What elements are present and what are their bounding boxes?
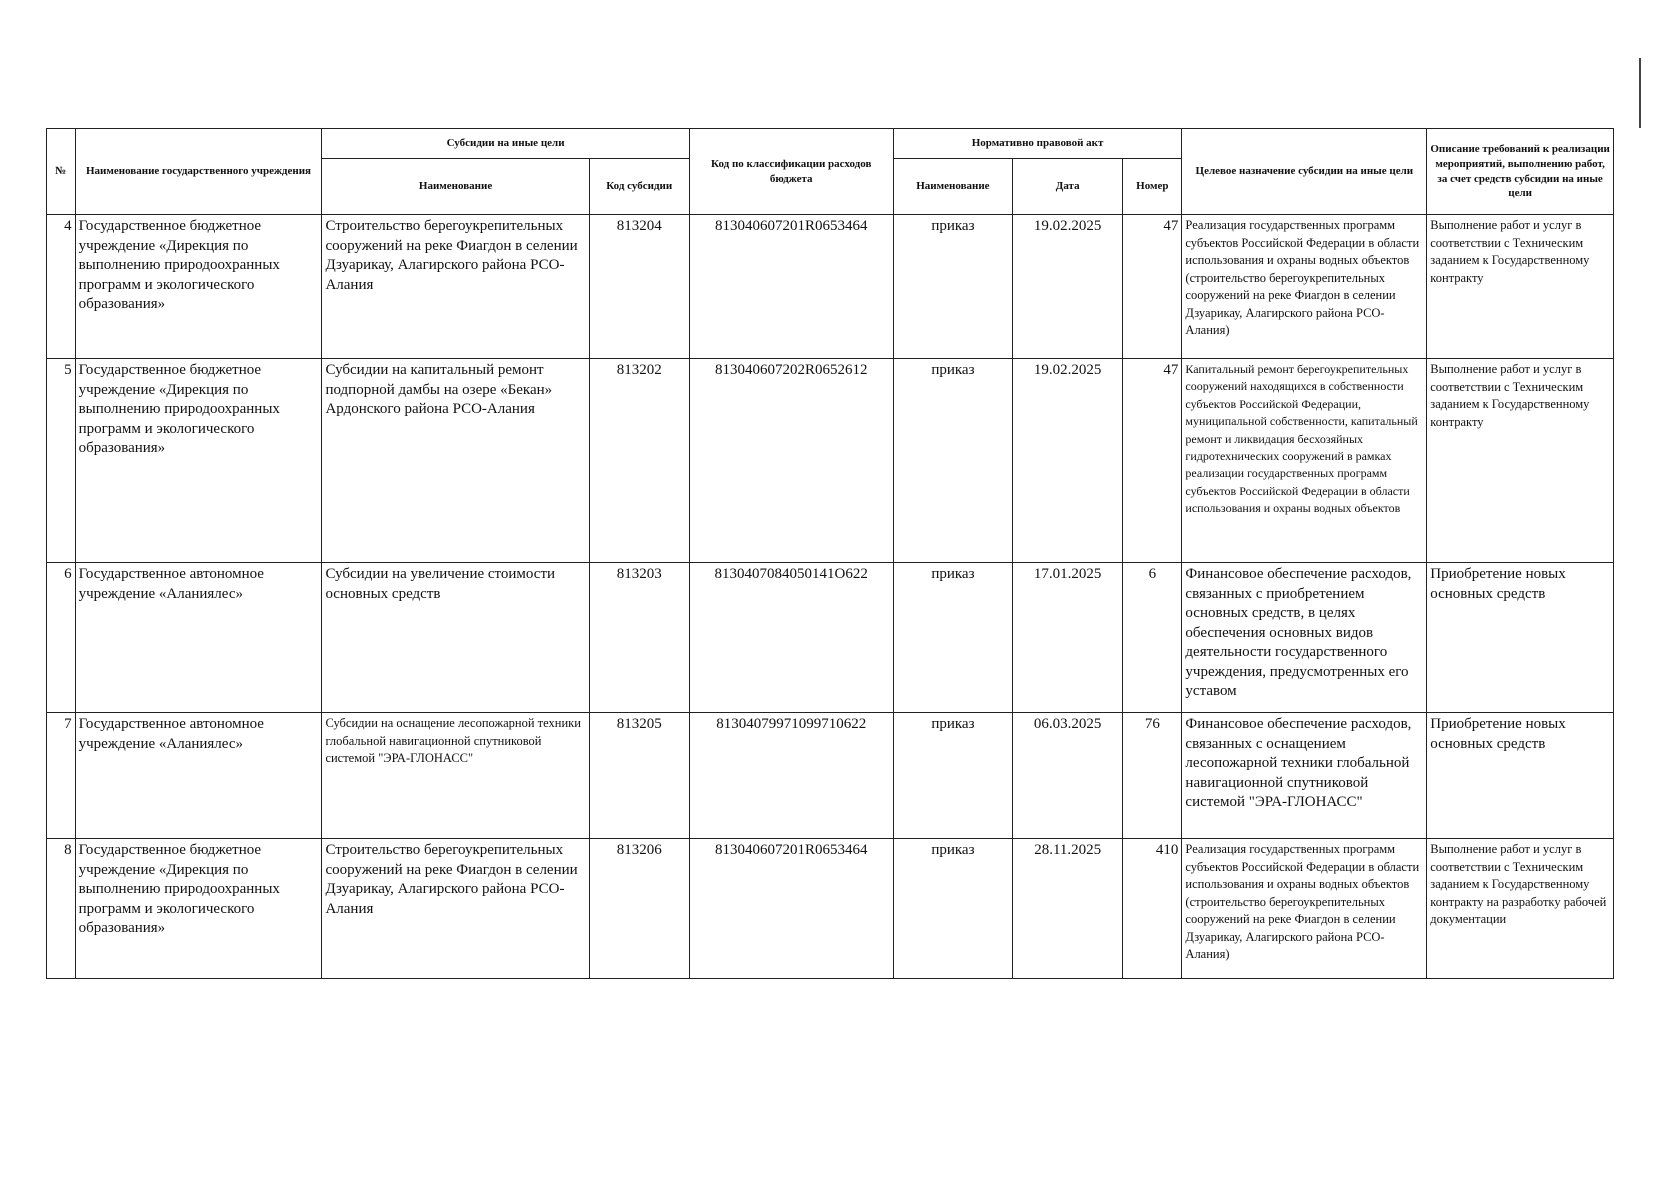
row-act-date: 17.01.2025 <box>1013 563 1123 713</box>
row-budget-code: 813040607202R0652612 <box>689 359 893 563</box>
row-act-name: приказ <box>893 839 1012 979</box>
row-purpose: Финансовое обеспечение расходов, связанных с оснащением лесопожарной техники глобальной навигационной спутниковой системой "ЭРА-ГЛОНАСС" <box>1182 713 1427 839</box>
row-subsidy-name: Строительство берегоукрепительных сооружений на реке Фиагдон в селении Дзуарикау, Алагирского района РСО-Алания <box>322 839 589 979</box>
row-act-date: 19.02.2025 <box>1013 359 1123 563</box>
row-num: 5 <box>47 359 76 563</box>
header-num: № <box>47 129 76 215</box>
row-act-number: 6 <box>1123 563 1182 713</box>
header-act-name: Наименование <box>893 159 1012 215</box>
row-act-number: 410 <box>1123 839 1182 979</box>
row-purpose: Реализация государственных программ субъектов Российской Федерации в области использования и охраны водных объектов (строительство берегоукрепительных сооружений на реке Фиагдон в селении Дзуарикау, Алагирского района РСО-Алания) <box>1182 215 1427 359</box>
row-act-number: 47 <box>1123 359 1182 563</box>
row-budget-code: 813040607201R0653464 <box>689 215 893 359</box>
table-row <box>47 839 1614 979</box>
header-act-number: Номер <box>1123 159 1182 215</box>
row-num: 6 <box>47 563 76 713</box>
row-num: 8 <box>47 839 76 979</box>
row-act-date: 06.03.2025 <box>1013 713 1123 839</box>
row-requirements: Приобретение новых основных средств <box>1427 713 1614 839</box>
row-purpose: Капитальный ремонт берегоукрепительных сооружений находящихся в собственности субъектов Российской Федерации, муниципальной собственности, капитальный ремонт и ликвидация бесхозяйных гидротехнических сооружений в рамках реализации государственных программ субъектов Российской Федерации в области использования и охраны водных объектов <box>1182 359 1427 563</box>
subsidy-table <box>46 128 1614 979</box>
row-act-date: 28.11.2025 <box>1013 839 1123 979</box>
row-subsidy-code: 813202 <box>589 359 689 563</box>
table-row <box>47 713 1614 839</box>
row-subsidy-code: 813203 <box>589 563 689 713</box>
row-institution: Государственное автономное учреждение «Аланиялес» <box>75 563 322 713</box>
row-requirements: Выполнение работ и услуг в соответствии с Техническим заданием к Государственному контракту <box>1427 215 1614 359</box>
row-institution: Государственное бюджетное учреждение «Дирекция по выполнению природоохранных программ и экологического образования» <box>75 839 322 979</box>
row-requirements: Выполнение работ и услуг в соответствии с Техническим заданием к Государственному контракту на разработку рабочей документации <box>1427 839 1614 979</box>
row-num: 7 <box>47 713 76 839</box>
row-act-name: приказ <box>893 713 1012 839</box>
row-purpose: Реализация государственных программ субъектов Российской Федерации в области использования и охраны водных объектов (строительство берегоукрепительных сооружений на реке Фиагдон в селении Дзуарикау, Алагирского района РСО-Алания) <box>1182 839 1427 979</box>
row-requirements: Приобретение новых основных средств <box>1427 563 1614 713</box>
row-institution: Государственное автономное учреждение «Аланиялес» <box>75 713 322 839</box>
row-institution: Государственное бюджетное учреждение «Дирекция по выполнению природоохранных программ и экологического образования» <box>75 359 322 563</box>
row-budget-code: 813040607201R0653464 <box>689 839 893 979</box>
row-act-number: 47 <box>1123 215 1182 359</box>
row-num: 4 <box>47 215 76 359</box>
table-row <box>47 215 1614 359</box>
header-purpose: Целевое назначение субсидии на иные цели <box>1182 129 1427 215</box>
header-act-group: Нормативно правовой акт <box>893 129 1182 159</box>
row-act-name: приказ <box>893 359 1012 563</box>
row-subsidy-code: 813204 <box>589 215 689 359</box>
row-budget-code: 81304079971099710622 <box>689 713 893 839</box>
row-subsidy-name: Субсидии на оснащение лесопожарной техники глобальной навигационной спутниковой системой "ЭРА-ГЛОНАСС" <box>322 713 589 839</box>
row-purpose: Финансовое обеспечение расходов, связанных с приобретением основных средств, в целях обеспечения основных видов деятельности государственного учреждения, предусмотренных его уставом <box>1182 563 1427 713</box>
row-subsidy-name: Строительство берегоукрепительных сооружений на реке Фиагдон в селении Дзуарикау, Алагирского района РСО-Алания <box>322 215 589 359</box>
row-institution: Государственное бюджетное учреждение «Дирекция по выполнению природоохранных программ и экологического образования» <box>75 215 322 359</box>
header-row-1 <box>47 129 1614 159</box>
row-act-date: 19.02.2025 <box>1013 215 1123 359</box>
row-act-name: приказ <box>893 215 1012 359</box>
row-act-name: приказ <box>893 563 1012 713</box>
row-subsidy-code: 813205 <box>589 713 689 839</box>
row-requirements: Выполнение работ и услуг в соответствии с Техническим заданием к Государственному контракту <box>1427 359 1614 563</box>
scan-edge-mark <box>1639 58 1641 128</box>
header-requirements: Описание требований к реализации мероприятий, выполнению работ, за счет средств субсидии на иные цели <box>1427 129 1614 215</box>
header-budget-code: Код по классификации расходов бюджета <box>689 129 893 215</box>
header-subsidy-name: Наименование <box>322 159 589 215</box>
row-act-number: 76 <box>1123 713 1182 839</box>
header-subsidy-code: Код субсидии <box>589 159 689 215</box>
row-budget-code: 8130407084050141О622 <box>689 563 893 713</box>
row-subsidy-name: Субсидии на капитальный ремонт подпорной дамбы на озере «Бекан» Ардонского района РСО-Алания <box>322 359 589 563</box>
header-institution: Наименование государственного учреждения <box>75 129 322 215</box>
header-act-date: Дата <box>1013 159 1123 215</box>
table-row <box>47 563 1614 713</box>
row-subsidy-code: 813206 <box>589 839 689 979</box>
table-row <box>47 359 1614 563</box>
row-subsidy-name: Субсидии на увеличение стоимости основных средств <box>322 563 589 713</box>
header-subsidy-group: Субсидии на иные цели <box>322 129 689 159</box>
